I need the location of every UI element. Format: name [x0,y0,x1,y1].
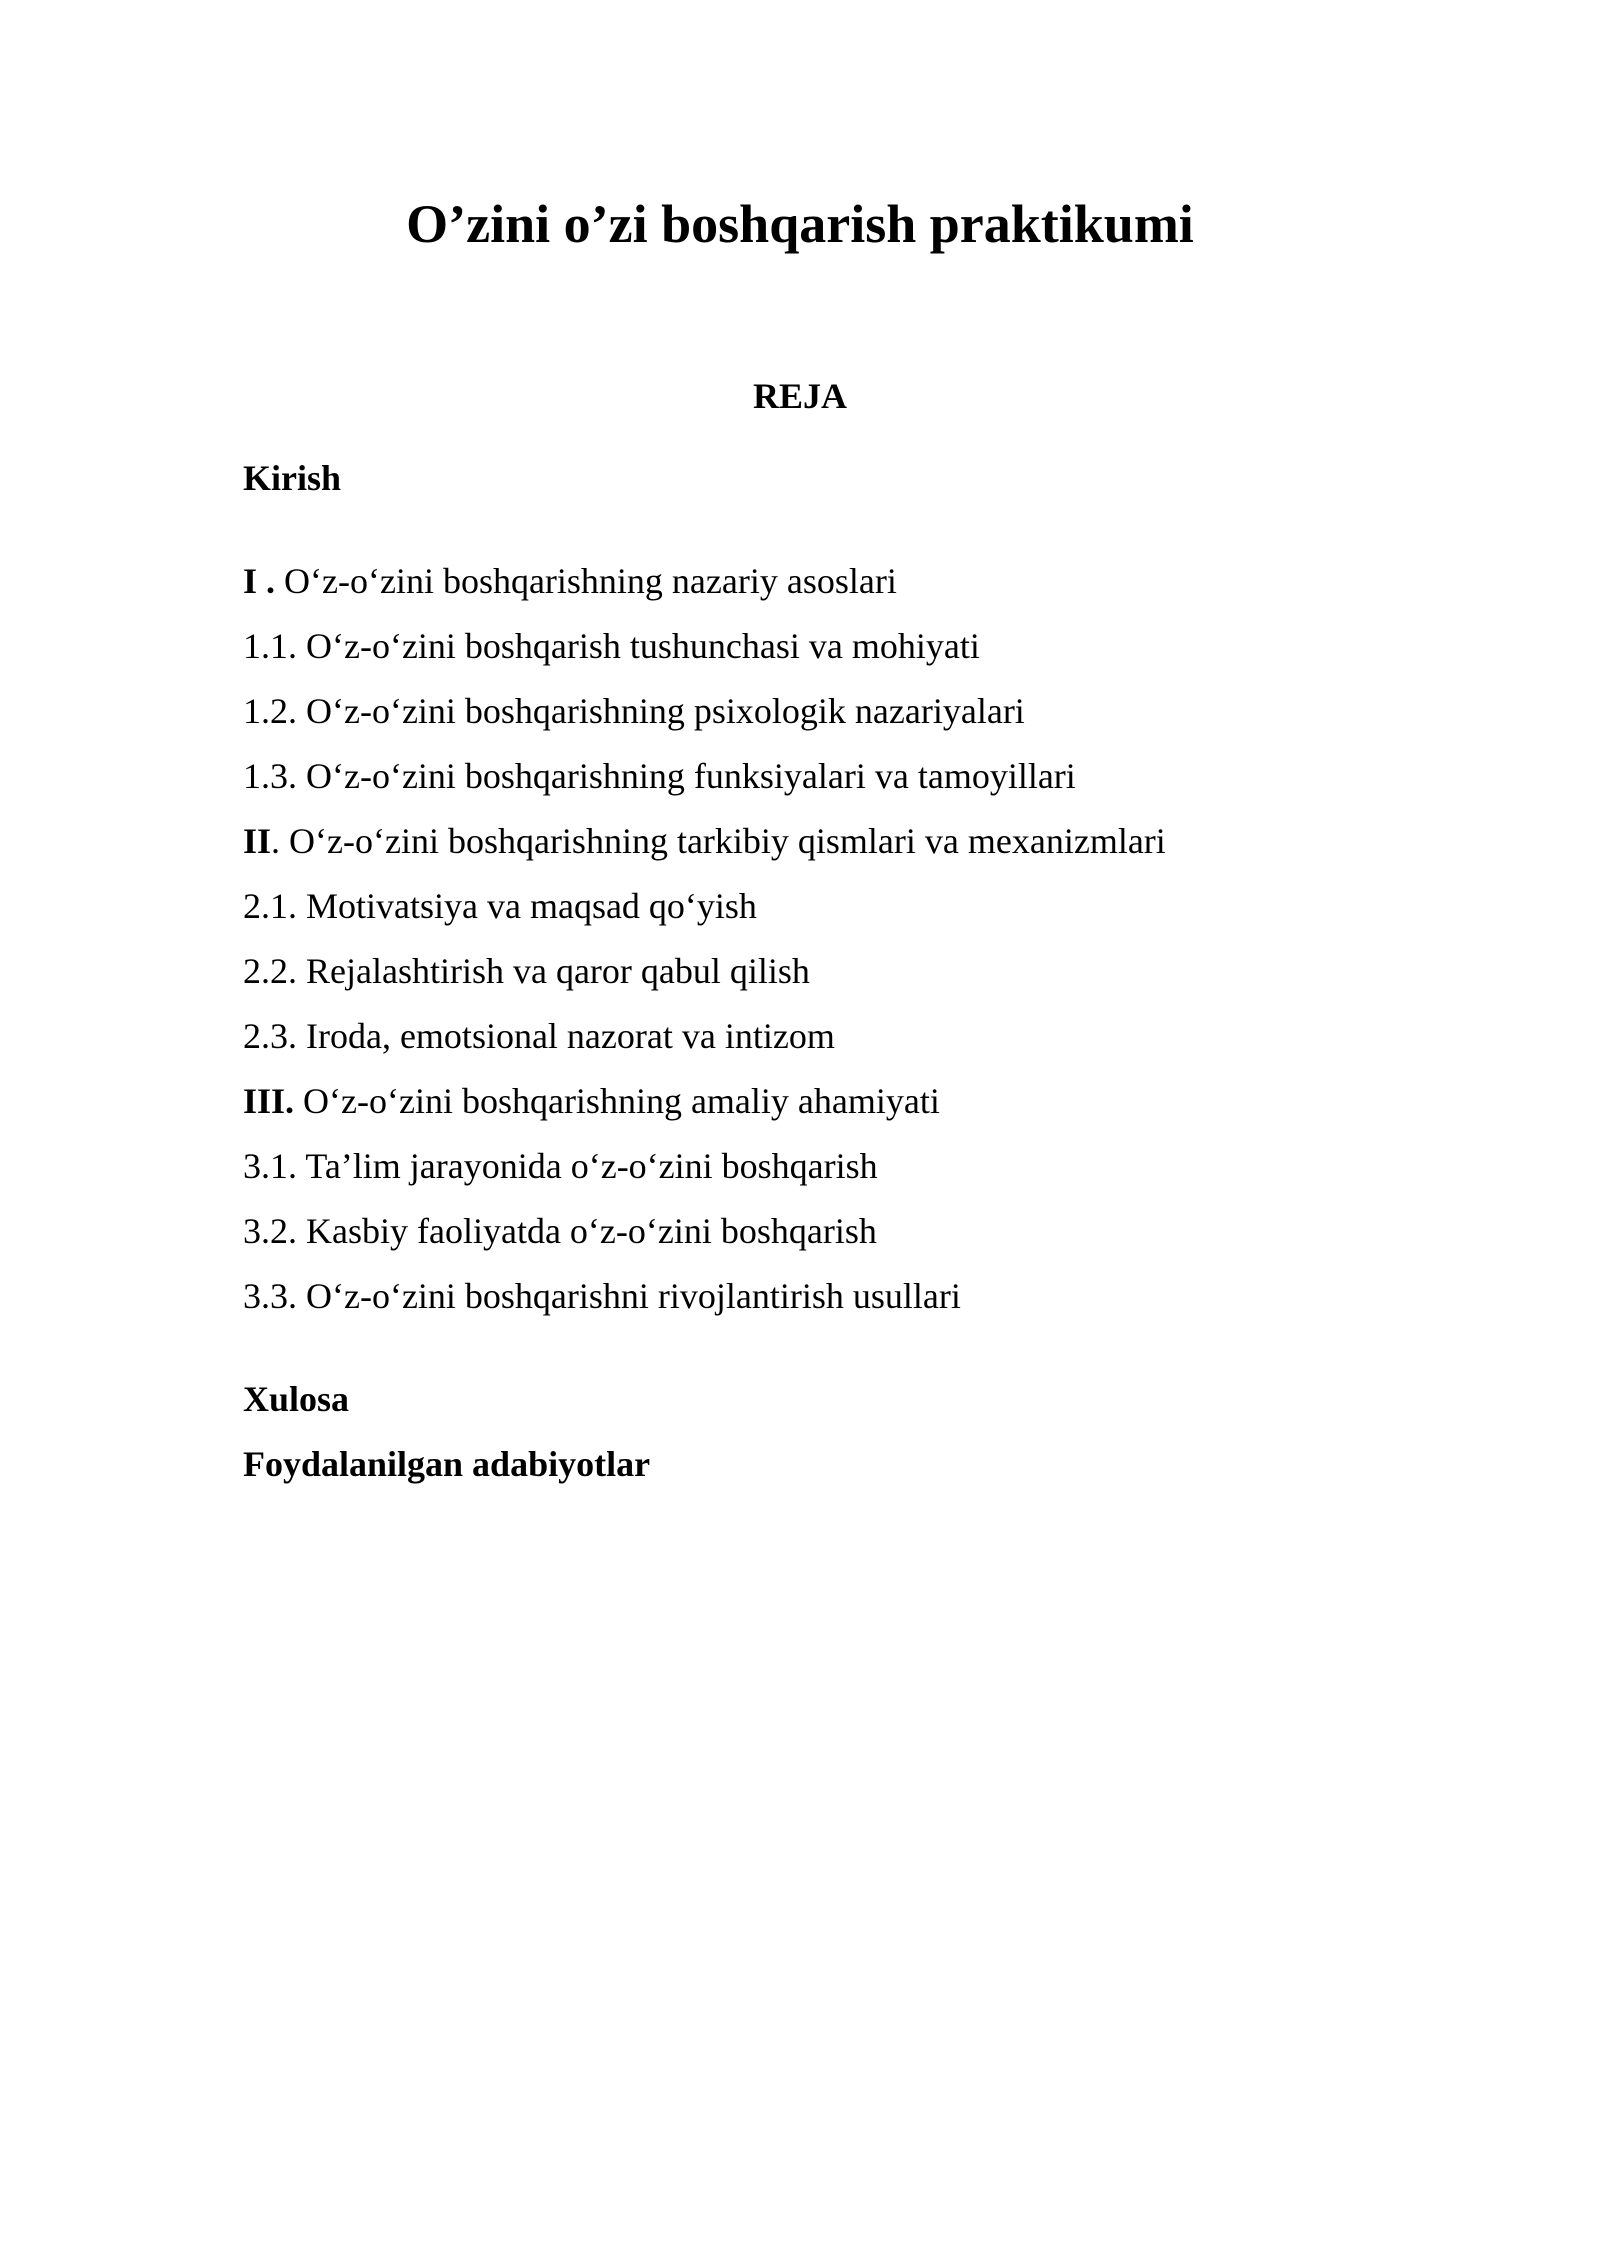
section-1-number: I . [243,561,276,601]
section-1-heading [243,559,897,603]
document-title: O’zini o’zi boshqarish praktikumi [406,194,1194,254]
subsection-3-1: 3.1. Ta’lim jarayonida o‘z-o‘zini boshqarish [243,1146,878,1186]
section-2-number: II [243,821,272,861]
subsection-2-3: 2.3. Iroda, emotsional nazorat va intizom [243,1016,835,1056]
subsection-1-1: 1.1. O‘z-o‘zini boshqarish tushunchasi va mohiyati [243,626,980,666]
subsection-2-1: 2.1. Motivatsiya va maqsad qo‘yish [243,886,757,926]
section-2-heading [243,819,1166,863]
subsection-1-2: 1.2. O‘z-o‘zini boshqarishning psixologik nazariyalari [243,691,1025,731]
section-3-text: O‘z-o‘zini boshqarishning amaliy ahamiyati [294,1081,940,1121]
subsection-3-3: 3.3. O‘z-o‘zini boshqarishni rivojlantirish usullari [243,1276,961,1316]
subsection-3-2: 3.2. Kasbiy faoliyatda o‘z-o‘zini boshqarish [243,1211,877,1251]
intro-heading: Kirish [243,458,342,498]
section-2-text: . O‘z-o‘zini boshqarishning tarkibiy qismlari va mexanizmlari [271,821,1166,861]
conclusion-heading: Xulosa [243,1379,350,1419]
references-heading: Foydalanilgan adabiyotlar [243,1444,651,1484]
subsection-1-3: 1.3. O‘z-o‘zini boshqarishning funksiyalari va tamoyillari [243,756,1076,796]
section-3-heading [243,1079,940,1123]
subsection-2-2: 2.2. Rejalashtirish va qaror qabul qilish [243,951,810,991]
plan-heading: REJA [752,376,847,416]
section-1-text: O‘z-o‘zini boshqarishning nazariy asoslari [275,561,897,601]
section-3-number: III. [243,1081,295,1121]
